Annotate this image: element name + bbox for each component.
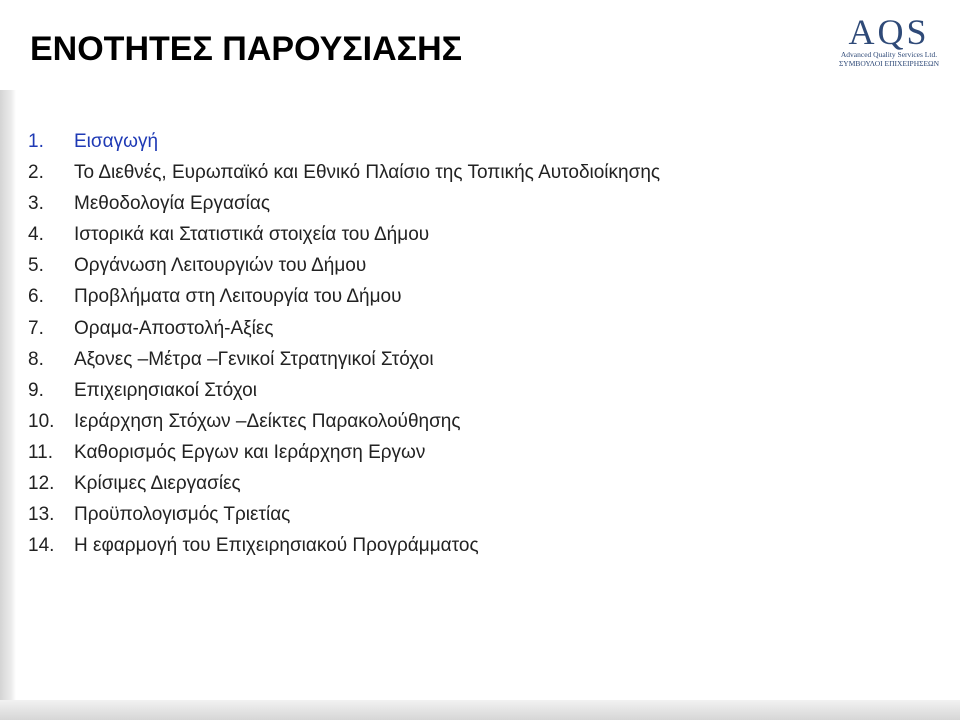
agenda-item	[28, 344, 660, 375]
agenda-item	[28, 406, 660, 437]
agenda-item-label: Ιστορικά και Στατιστικά στοιχεία του Δήμου	[74, 224, 430, 246]
agenda-item	[28, 188, 660, 219]
agenda-item-number: 6.	[28, 286, 44, 308]
agenda-item	[28, 157, 660, 188]
agenda-item-label: Ιεράρχηση Στόχων –Δείκτες Παρακολούθησης	[74, 410, 461, 432]
agenda-item-label: Καθορισμός Εργων και Ιεράρχηση Εργων	[74, 441, 426, 463]
agenda-item-number: 9.	[28, 379, 44, 401]
agenda-item	[28, 281, 660, 312]
agenda-item-number: 1.	[28, 131, 44, 152]
aqs-logo	[838, 14, 940, 68]
agenda-item-label: Εισαγωγή	[74, 131, 159, 152]
agenda-item	[28, 468, 660, 499]
agenda-item-number: 8.	[28, 348, 44, 370]
logo-mark: AQS	[848, 12, 930, 52]
agenda-item-label: Το Διεθνές, Ευρωπαϊκό και Εθνικό Πλαίσιο της Τοπικής Αυτοδιοίκησης	[74, 162, 661, 184]
agenda-item-number: 13.	[28, 504, 55, 526]
agenda-item	[28, 375, 660, 406]
agenda-item-number: 10.	[28, 410, 55, 432]
agenda-item	[28, 437, 660, 468]
agenda-item-label: Επιχειρησιακοί Στόχοι	[74, 379, 257, 401]
slide-title: ΕΝΟΤΗΤΕΣ ΠΑΡΟΥΣΙΑΣΗΣ	[30, 30, 463, 68]
agenda-item-label: Οργάνωση Λειτουργιών του Δήμου	[74, 255, 367, 277]
agenda-item-label: Προβλήματα στη Λειτουργία του Δήμου	[74, 286, 402, 308]
logo-tagline: ΣΥΜΒΟΥΛΟΙ ΕΠΙΧΕΙΡΗΣΕΩΝ	[838, 59, 940, 68]
agenda-item-number: 12.	[28, 473, 55, 495]
agenda-item	[28, 250, 660, 281]
agenda-item-number: 14.	[28, 535, 55, 557]
bottom-decorative-bar	[0, 700, 960, 720]
agenda-item-number: 5.	[28, 255, 44, 277]
agenda-item	[28, 126, 660, 157]
agenda-item-number: 4.	[28, 224, 44, 246]
agenda-item-label: Οραμα-Αποστολή-Αξίες	[74, 317, 274, 339]
logo-company-name: Advanced Quality Services Ltd.	[840, 50, 938, 59]
agenda-item-label: Κρίσιμες Διεργασίες	[74, 473, 241, 495]
agenda-item	[28, 219, 660, 250]
left-decorative-bar	[0, 90, 16, 700]
agenda-list	[28, 126, 660, 561]
agenda-item-number: 11.	[28, 441, 54, 463]
agenda-item-label: Μεθοδολογία Εργασίας	[74, 193, 271, 215]
agenda-item-number: 7.	[28, 317, 44, 339]
agenda-item-label: Η εφαρμογή του Επιχειρησιακού Προγράμματος	[74, 535, 479, 557]
agenda-item	[28, 499, 660, 530]
agenda-item-label: Αξονες –Μέτρα –Γενικοί Στρατηγικοί Στόχοι	[74, 348, 434, 370]
agenda-item-number: 3.	[28, 193, 44, 215]
agenda-item	[28, 530, 660, 561]
agenda-item-label: Προϋπολογισμός Τριετίας	[74, 504, 291, 526]
agenda-item	[28, 313, 660, 344]
agenda-item-number: 2.	[28, 162, 44, 184]
